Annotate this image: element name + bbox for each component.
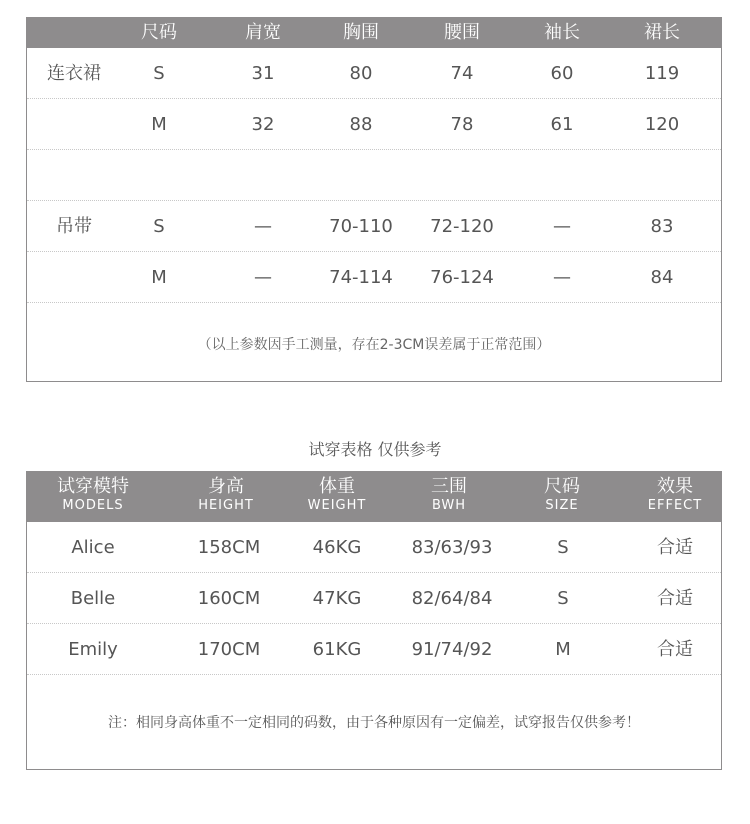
skirt-length-cell: 83 xyxy=(650,216,674,237)
header-zh: 尺码 xyxy=(544,476,580,497)
header-en: WEIGHT xyxy=(307,498,367,513)
table-row-spacer xyxy=(27,150,721,201)
size-cell: M xyxy=(151,267,167,288)
model-name-cell: Belle xyxy=(70,588,116,609)
header-cell-bwh xyxy=(431,476,467,514)
weight-cell: 46KG xyxy=(312,537,362,558)
header-cell-models xyxy=(57,476,129,514)
sleeve-cell: — xyxy=(553,267,571,288)
trial-table-caption: 试穿表格 仅供参考 xyxy=(308,440,442,459)
weight-cell: 47KG xyxy=(312,588,362,609)
sleeve-cell: 61 xyxy=(550,114,574,135)
bust-cell: 74-114 xyxy=(329,267,393,288)
skirt-length-cell: 84 xyxy=(650,267,674,288)
skirt-length-cell: 120 xyxy=(644,114,680,135)
table-row xyxy=(27,99,721,150)
table-row xyxy=(27,201,721,252)
header-cell-sleeve: 袖长 xyxy=(544,22,580,43)
header-cell-effect xyxy=(648,476,702,514)
header-en: EFFECT xyxy=(647,498,703,513)
category-cell: 吊带 xyxy=(56,216,92,237)
effect-cell: 合适 xyxy=(657,639,693,660)
size-cell: M xyxy=(151,114,167,135)
measurement-note: （以上参数因手工测量，存在2-3CM误差属于正常范围） xyxy=(197,337,551,353)
size-cell: M xyxy=(555,639,571,660)
size-table-header xyxy=(27,18,721,48)
header-cell-bust: 胸围 xyxy=(343,22,379,43)
skirt-length-cell: 119 xyxy=(644,63,680,84)
trial-table-header xyxy=(27,472,721,522)
trial-note: 注：相同身高体重不一定相同的码数，由于各种原因有一定偏差，试穿报告仅供参考！ xyxy=(108,715,640,731)
bust-cell: 70-110 xyxy=(329,216,393,237)
shoulder-cell: — xyxy=(254,267,272,288)
header-cell-skirt-length: 裙长 xyxy=(644,22,680,43)
table-row xyxy=(27,522,721,573)
weight-cell: 61KG xyxy=(312,639,362,660)
shoulder-cell: 32 xyxy=(251,114,275,135)
size-cell: S xyxy=(153,63,165,84)
header-zh: 体重 xyxy=(318,476,355,497)
table-row xyxy=(27,624,721,675)
table-row xyxy=(27,252,721,303)
waist-cell: 76-124 xyxy=(430,267,494,288)
bust-cell: 88 xyxy=(349,114,373,135)
bwh-cell: 82/64/84 xyxy=(411,588,493,609)
header-zh: 三围 xyxy=(431,476,467,497)
bwh-cell: 83/63/93 xyxy=(411,537,493,558)
header-en: MODELS xyxy=(62,498,124,513)
shoulder-cell: — xyxy=(254,216,272,237)
sleeve-cell: 60 xyxy=(550,63,574,84)
waist-cell: 72-120 xyxy=(430,216,494,237)
shoulder-cell: 31 xyxy=(251,63,275,84)
size-cell: S xyxy=(557,588,569,609)
waist-cell: 74 xyxy=(450,63,474,84)
header-cell-height xyxy=(198,476,254,514)
sleeve-cell: — xyxy=(553,216,571,237)
table-row xyxy=(27,48,721,99)
model-name-cell: Emily xyxy=(68,639,118,660)
effect-cell: 合适 xyxy=(657,588,693,609)
size-table xyxy=(26,17,722,382)
bust-cell: 80 xyxy=(349,63,373,84)
size-cell: S xyxy=(153,216,165,237)
trial-table xyxy=(26,471,722,770)
header-en: BWH xyxy=(431,498,467,513)
header-cell-size: 尺码 xyxy=(141,22,177,43)
header-zh: 效果 xyxy=(657,476,693,497)
size-cell: S xyxy=(557,537,569,558)
effect-cell: 合适 xyxy=(657,537,693,558)
height-cell: 170CM xyxy=(197,639,261,660)
header-cell-waist: 腰围 xyxy=(444,22,480,43)
model-name-cell: Alice xyxy=(71,537,115,558)
height-cell: 158CM xyxy=(197,537,261,558)
header-cell-shoulder: 肩宽 xyxy=(245,22,281,43)
waist-cell: 78 xyxy=(450,114,474,135)
height-cell: 160CM xyxy=(197,588,261,609)
header-cell-weight xyxy=(308,476,367,514)
bwh-cell: 91/74/92 xyxy=(411,639,493,660)
category-cell: 连衣裙 xyxy=(47,63,101,84)
header-zh: 身高 xyxy=(208,476,244,497)
header-en: HEIGHT xyxy=(198,498,254,513)
table-row xyxy=(27,573,721,624)
header-cell-size xyxy=(544,476,580,514)
header-zh: 试穿模特 xyxy=(57,476,129,497)
header-en: SIZE xyxy=(545,498,579,513)
